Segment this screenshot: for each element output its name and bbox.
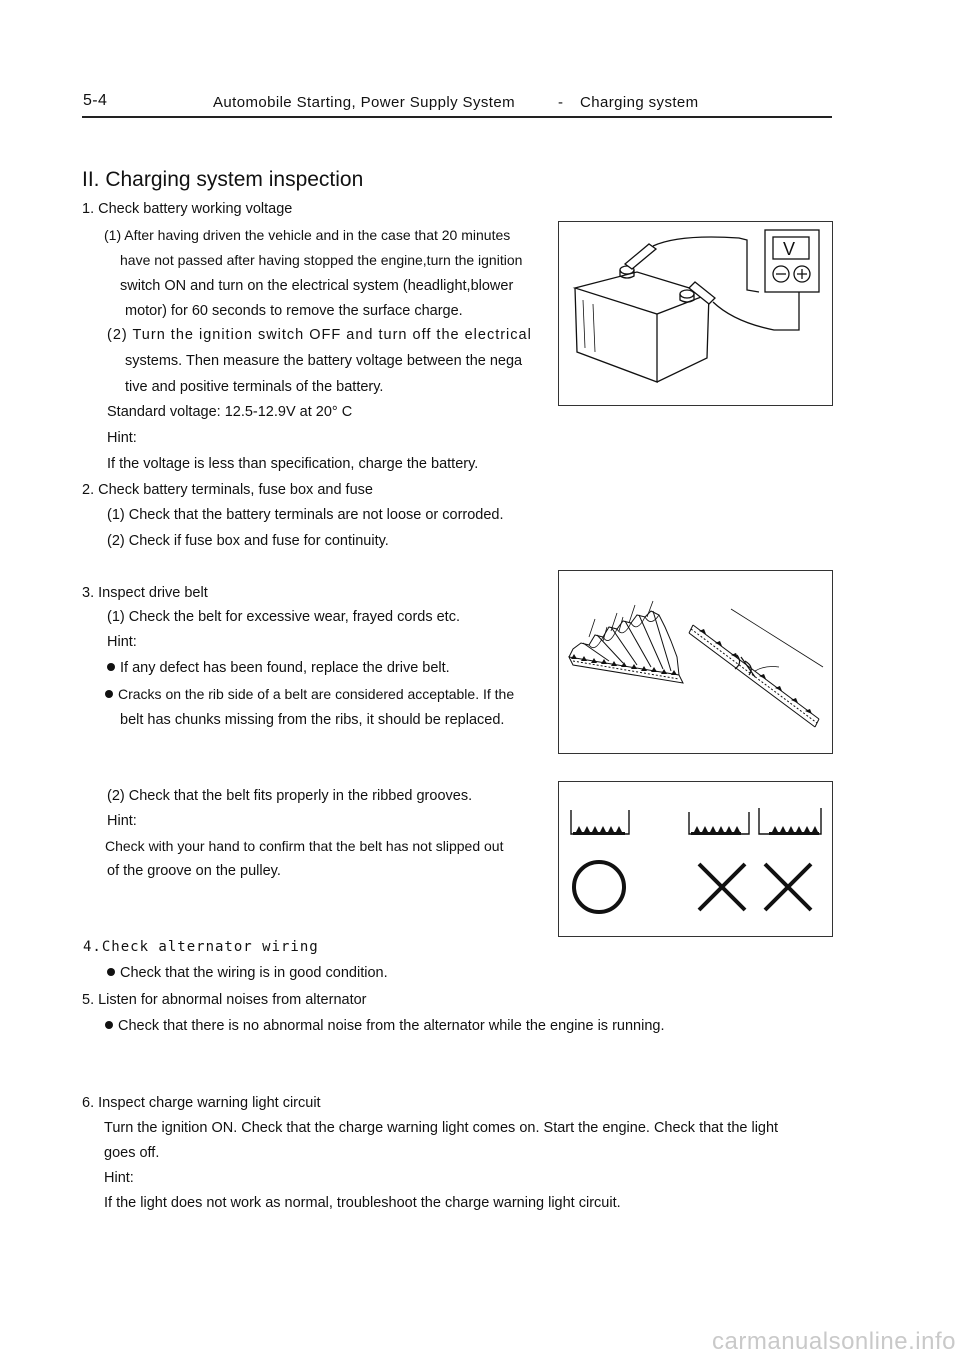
bullet-dot <box>105 1021 113 1029</box>
step3-heading: 3. Inspect drive belt <box>82 585 208 601</box>
step3-p2: (2) Check that the belt fits properly in the ribbed grooves. <box>107 788 473 804</box>
step6-body-line2: goes off. <box>104 1145 160 1161</box>
bullet-text: Cracks on the rib side of a belt are considered acceptable. If the <box>118 686 515 702</box>
watermark: carmanualsonline.info <box>712 1328 956 1355</box>
battery-voltage-figure <box>558 221 833 406</box>
step1-p1-line2: have not passed after having stopped the engine,turn the ignition <box>120 252 523 268</box>
bullet-dot <box>105 690 113 698</box>
step1-p2-line2: systems. Then measure the battery voltage between the nega <box>125 353 523 369</box>
battery-meter-illustration <box>559 222 832 405</box>
step1-hint: If the voltage is less than specification, charge the battery. <box>107 456 479 472</box>
bullet-text: Check that there is no abnormal noise from the alternator while the engine is running. <box>118 1018 665 1034</box>
step3-bullet-2-line2: belt has chunks missing from the ribs, it should be replaced. <box>120 712 505 728</box>
belt-wear-figure <box>558 570 833 754</box>
step3-hint2-line2: of the groove on the pulley. <box>107 863 281 879</box>
step3-bullet-2-line1 <box>105 684 514 704</box>
step3-p1: (1) Check the belt for excessive wear, frayed cords etc. <box>107 609 460 625</box>
bullet-dot <box>107 663 115 671</box>
step6-hint: If the light does not work as normal, troubleshoot the charge warning light circuit. <box>104 1195 621 1211</box>
step1-p1-line3: switch ON and turn on the electrical system (headlight,blower <box>120 278 514 294</box>
meter-label: V <box>783 239 796 259</box>
step3-hint-label: Hint: <box>107 634 137 650</box>
step5-heading: 5. Listen for abnormal noises from alternator <box>82 992 367 1008</box>
bullet-dot <box>107 968 115 976</box>
step4-bullet <box>107 963 388 983</box>
step1-p1-line4: motor) for 60 seconds to remove the surface charge. <box>125 303 463 319</box>
step2-item-2: (2) Check if fuse box and fuse for continuity. <box>107 533 389 549</box>
standard-voltage: Standard voltage: 12.5-12.9V at 20° C <box>107 404 353 420</box>
step2-item-1: (1) Check that the battery terminals are not loose or corroded. <box>107 507 504 523</box>
step2-heading: 2. Check battery terminals, fuse box and fuse <box>82 482 373 498</box>
step3-hint2-label: Hint: <box>107 813 137 829</box>
step3-bullet-1 <box>107 658 450 678</box>
step1-p1-line1: (1) After having driven the vehicle and in the case that 20 minutes <box>104 227 511 243</box>
step3-hint2-line1: Check with your hand to confirm that the belt has not slipped out <box>105 838 504 854</box>
header-dash: - <box>558 94 564 111</box>
step6-hint-label: Hint: <box>104 1170 134 1186</box>
page-title: II. Charging system inspection <box>82 168 364 191</box>
header-rule <box>82 116 832 118</box>
step6-heading: 6. Inspect charge warning light circuit <box>82 1095 321 1111</box>
step4-heading: 4.Check alternator wiring <box>83 939 319 955</box>
belt-illustration <box>559 571 832 753</box>
step1-p2-line1: (2) Turn the ignition switch OFF and turn off the electrical <box>107 327 532 343</box>
step1-heading: 1. Check battery working voltage <box>82 201 293 217</box>
step6-body-line1: Turn the ignition ON. Check that the charge warning light comes on. Start the engine. Check that the light <box>104 1120 779 1136</box>
step1-hint-label: Hint: <box>107 430 137 446</box>
header-subsection: Charging system <box>580 94 699 111</box>
page-number: 5-4 <box>83 92 108 109</box>
belt-groove-figure <box>558 781 833 937</box>
step1-p2-line3: tive and positive terminals of the battery. <box>125 379 384 395</box>
header-section: Automobile Starting, Power Supply System <box>213 94 515 111</box>
belt-groove-illustration <box>559 782 832 936</box>
bullet-text: Check that the wiring is in good condition. <box>120 965 388 981</box>
step5-bullet <box>105 1016 664 1036</box>
bullet-text: If any defect has been found, replace the drive belt. <box>120 660 450 676</box>
